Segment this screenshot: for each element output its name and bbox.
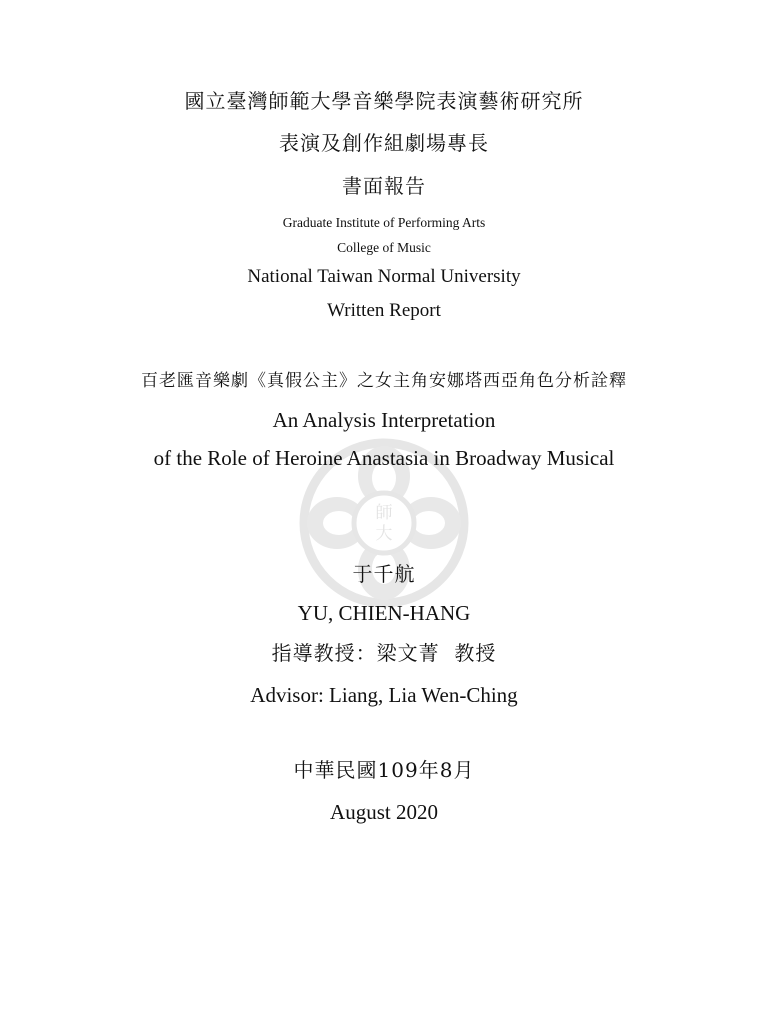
- date-en: August 2020: [330, 800, 438, 824]
- svg-text:師: 師: [375, 503, 393, 523]
- report-type-en: Written Report: [327, 300, 441, 321]
- institute-name-en: Graduate Institute of Performing Arts: [282, 215, 486, 230]
- report-type-zh: 書面報告: [342, 174, 426, 198]
- thesis-title-en-line1: An Analysis Interpretation: [272, 408, 496, 432]
- university-name-en: National Taiwan Normal University: [247, 266, 521, 287]
- advisor-en: Advisor: Liang, Lia Wen-Ching: [250, 683, 518, 707]
- thesis-title-zh: 百老匯音樂劇《真假公主》之女主角安娜塔西亞角色分析詮釋: [141, 371, 627, 391]
- author-name-en: YU, CHIEN-HANG: [297, 601, 471, 625]
- date-zh: 中華民國109年8月: [293, 758, 475, 782]
- author-name-zh: 于千航: [352, 562, 416, 586]
- institution-name-zh: 國立臺灣師範大學音樂學院表演藝術研究所: [184, 89, 584, 113]
- program-name-zh: 表演及創作組劇場專長: [279, 131, 489, 155]
- thesis-title-en-line2: of the Role of Heroine Anastasia in Broadway Musical: [153, 446, 615, 470]
- svg-text:大: 大: [375, 524, 393, 544]
- advisor-zh: 指導教授：梁文菁 教授: [271, 641, 497, 665]
- college-name-en: College of Music: [337, 240, 431, 255]
